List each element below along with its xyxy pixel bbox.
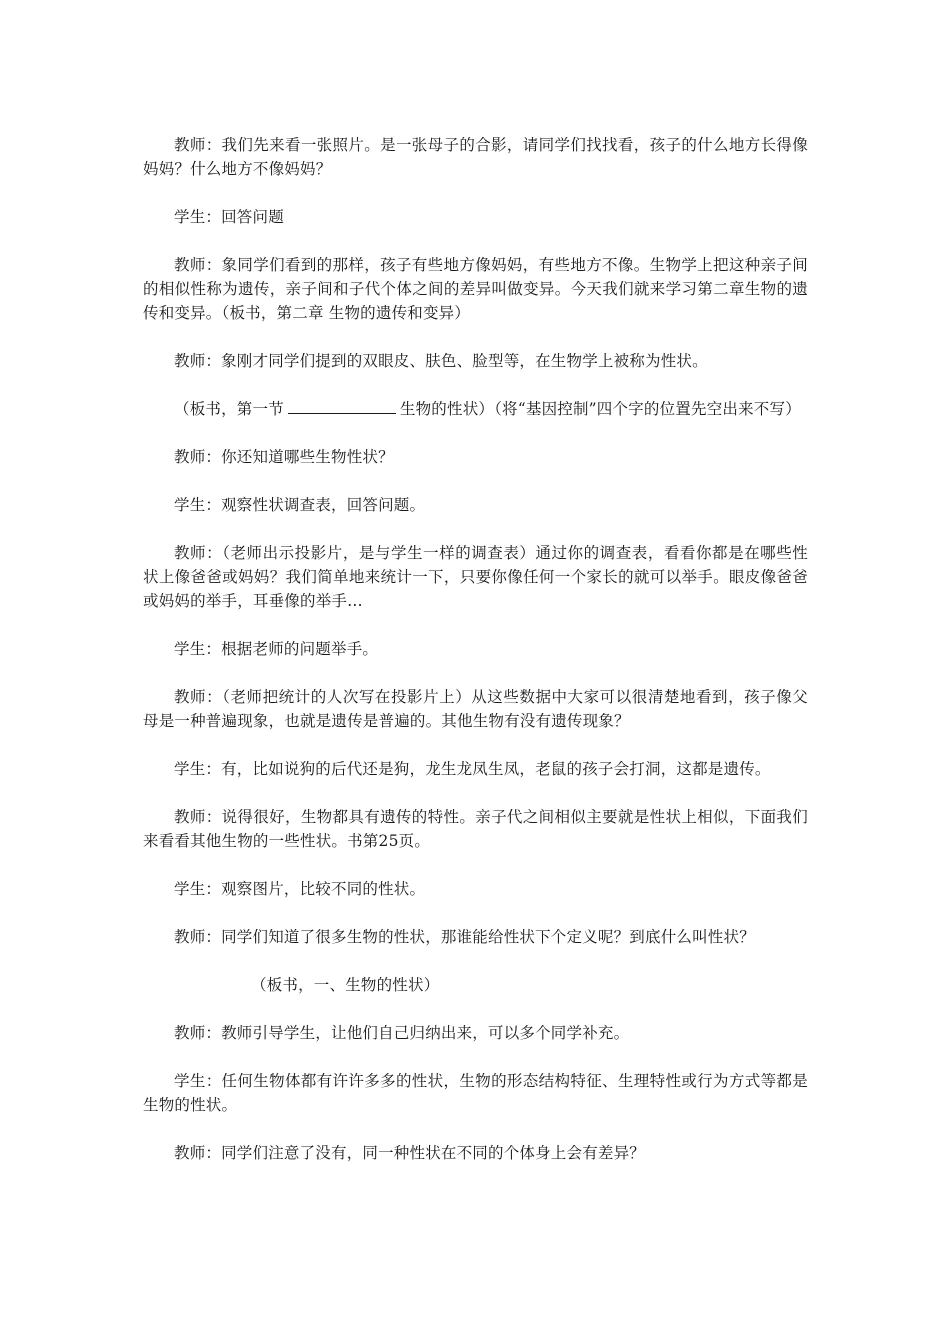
lesson-transcript <box>143 133 808 1189</box>
paragraph: 教师：你还知道哪些生物性状？ <box>174 448 394 466</box>
blank-underline <box>288 399 396 414</box>
paragraph: 学生：观察性状调查表，回答问题。 <box>174 496 426 514</box>
paragraph: 学生：任何生物体都有许许多多的性状，生物的形态结构特征、生理特性或行为方式等都是生物的性状。 <box>143 1072 808 1114</box>
blackboard-prefix: （板书，第一节 <box>174 400 284 418</box>
paragraph: 学生：根据老师的问题举手。 <box>174 640 379 658</box>
paragraph: 教师：说得很好，生物都具有遗传的特性。亲子代之间相似主要就是性状上相似，下面我们来看看其他生物的一些性状。书第25页。 <box>143 808 808 850</box>
paragraph: 教师：象刚才同学们提到的双眼皮、肤色、脸型等，在生物学上被称为性状。 <box>174 352 708 370</box>
paragraph: 教师：同学们注意了没有，同一种性状在不同的个体身上会有差异？ <box>174 1144 646 1162</box>
paragraph: 教师：象同学们看到的那样，孩子有些地方像妈妈，有些地方不像。生物学上把这种亲子间的相似性称为遗传，亲子间和子代个体之间的差异叫做变异。今天我们就来学习第二章生物的遗传和变异。（板书，第二章 生物的遗传和变异） <box>143 256 808 322</box>
blackboard-section-heading <box>143 397 808 421</box>
paragraph: 学生：有，比如说狗的后代还是狗，龙生龙凤生凤，老鼠的孩子会打洞，这都是遗传。 <box>174 760 771 778</box>
paragraph: 教师：教师引导学生，让他们自己归纳出来，可以多个同学补充。 <box>174 1024 630 1042</box>
paragraph: 教师：同学们知道了很多生物的性状，那谁能给性状下个定义呢？到底什么叫性状？ <box>174 928 755 946</box>
paragraph: 学生：回答问题 <box>174 208 284 226</box>
paragraph: 教师：（老师把统计的人次写在投影片上）从这些数据中大家可以很清楚地看到，孩子像父母是一种普遍现象，也就是遗传是普遍的。其他生物有没有遗传现象？ <box>143 688 808 730</box>
blackboard-item: （板书，一、生物的性状） <box>251 976 440 994</box>
paragraph: 教师：我们先来看一张照片。是一张母子的合影，请同学们找找看，孩子的什么地方长得像妈妈？什么地方不像妈妈？ <box>143 136 808 178</box>
paragraph: 学生：观察图片，比较不同的性状。 <box>174 880 426 898</box>
blackboard-suffix: 生物的性状）（将“基因控制”四个字的位置先空出来不写） <box>399 400 801 418</box>
paragraph: 教师：（老师出示投影片，是与学生一样的调查表）通过你的调查表，看看你都是在哪些性状上像爸爸或妈妈？我们简单地来统计一下，只要你像任何一个家长的就可以举手。眼皮像爸爸或妈妈的举手，耳垂像的举手… <box>143 544 808 610</box>
